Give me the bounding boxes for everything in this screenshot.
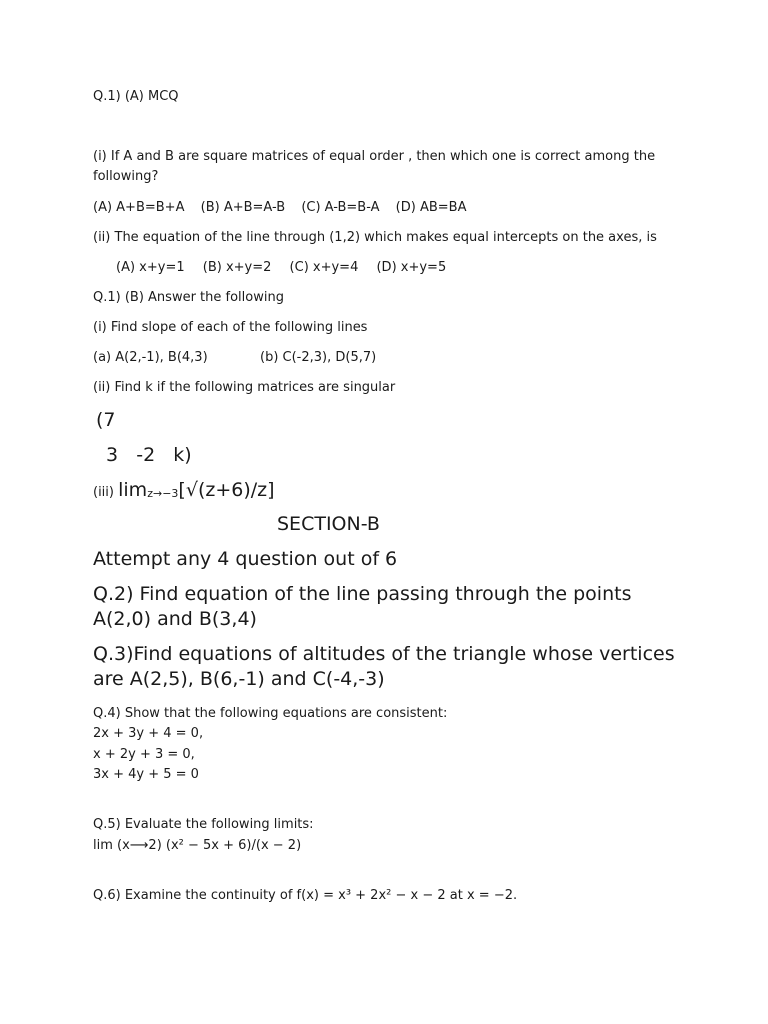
q3-text: Q.3)Find equations of altitudes of the triangle whose vertices are A(2,5), B(6,-1) and C(-4,-3) <box>93 643 675 690</box>
q1a-i-options <box>93 198 466 218</box>
q1a-ii-option-b: (B) x+y=2 <box>202 260 272 275</box>
section-b-title: SECTION-B <box>277 513 380 535</box>
lim-symbol: lim <box>118 479 148 501</box>
q6-text: Q.6) Examine the continuity of f(x) = x³ + 2x² − x − 2 at x = −2. <box>93 888 518 903</box>
q1b-i-part-b: (b) C(-2,3), D(5,7) <box>260 350 377 365</box>
q1a-ii-option-a: (A) x+y=1 <box>116 260 185 275</box>
section-b-instruction: Attempt any 4 question out of 6 <box>93 548 398 570</box>
q1a-i-option-d: (D) AB=BA <box>395 200 467 215</box>
q1a-heading: Q.1) (A) MCQ <box>93 89 179 104</box>
q1a-i-question: (i) If A and B are square matrices of equal order , then which one is correct among the following? <box>93 149 656 184</box>
q1b-iii-limit <box>93 478 275 506</box>
matrix-row-1: (7 <box>96 409 116 431</box>
q1b-iii-prefix: (iii) <box>93 485 119 500</box>
q5-expression: lim (x⟶2) (x² − 5x + 6)/(x − 2) <box>93 838 302 853</box>
q1b-heading: Q.1) (B) Answer the following <box>93 290 284 305</box>
q4-equation-3: 3x + 4y + 5 = 0 <box>93 767 199 782</box>
q1b-ii-question: (ii) Find k if the following matrices are singular <box>93 380 396 395</box>
lim-expression: [√(z+6)/z] <box>178 479 275 501</box>
q1b-i-question: (i) Find slope of each of the following lines <box>93 320 368 335</box>
q4-equation-2: x + 2y + 3 = 0, <box>93 747 195 762</box>
q1a-i-option-c: (C) A-B=B-A <box>301 200 380 215</box>
matrix-row-2: 3 -2 k) <box>106 444 192 466</box>
q1a-ii-options <box>116 258 446 278</box>
q5-heading: Q.5) Evaluate the following limits: <box>93 817 314 832</box>
q2-text: Q.2) Find equation of the line passing through the points A(2,0) and B(3,4) <box>93 583 632 630</box>
q1a-i-option-a: (A) A+B=B+A <box>93 200 185 215</box>
q1a-ii-option-d: (D) x+y=5 <box>376 260 447 275</box>
q1a-ii-option-c: (C) x+y=4 <box>289 260 359 275</box>
q1b-i-part-a: (a) A(2,-1), B(4,3) <box>93 350 208 365</box>
q1a-i-option-b: (B) A+B=A-B <box>200 200 286 215</box>
lim-subscript: z→−3 <box>147 487 179 500</box>
q4-equation-1: 2x + 3y + 4 = 0, <box>93 726 204 741</box>
q1a-ii-question: (ii) The equation of the line through (1,2) which makes equal intercepts on the axes, is <box>93 230 657 245</box>
q4-heading: Q.4) Show that the following equations are consistent: <box>93 706 448 721</box>
